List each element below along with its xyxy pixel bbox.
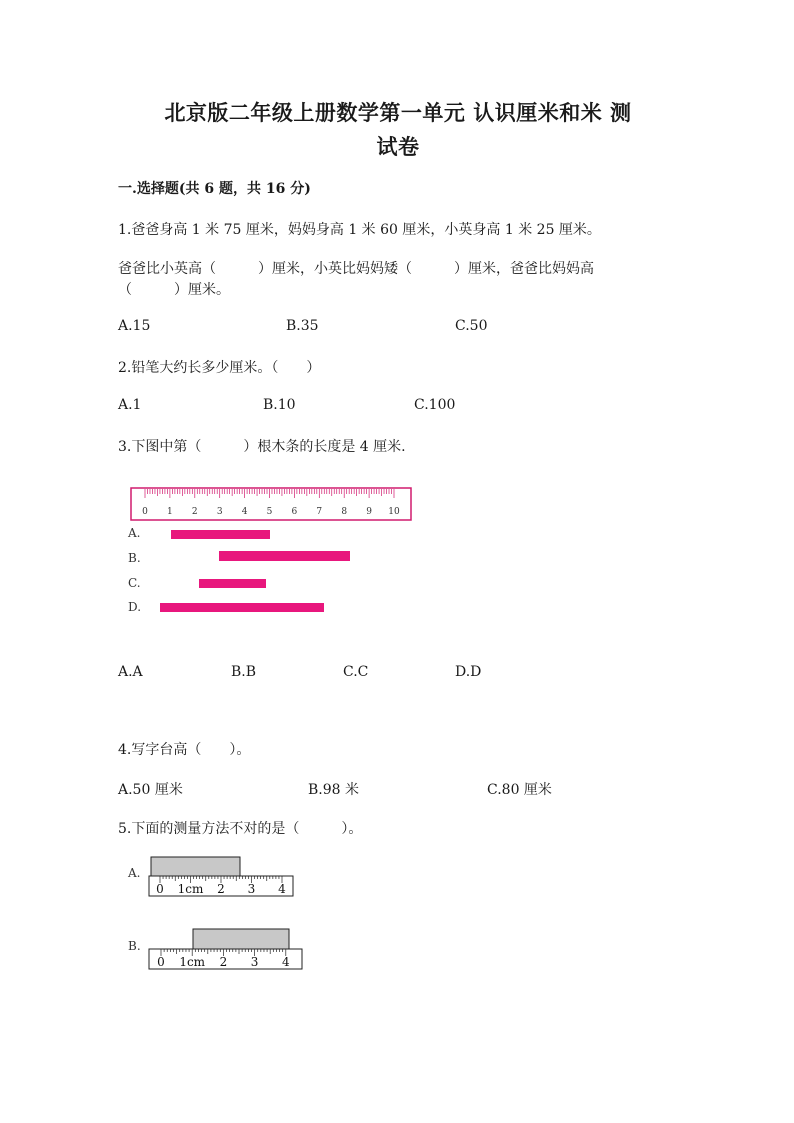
ruler-number: 2 xyxy=(191,507,198,517)
q2-option-b[interactable]: B.10 xyxy=(263,397,296,413)
ruler-bars-figure xyxy=(120,484,420,619)
ruler-number: 8 xyxy=(341,507,348,517)
q2-option-a[interactable]: A.1 xyxy=(118,397,142,413)
ruler-number: 1 xyxy=(167,507,173,517)
ruler-number: 5 xyxy=(266,507,273,517)
ruler-number: 0 xyxy=(156,882,164,896)
q1-option-b[interactable]: B.35 xyxy=(286,318,319,334)
bar-label-b: B. xyxy=(128,551,141,565)
ruler-number: 3 xyxy=(250,955,259,969)
bar-d xyxy=(160,603,324,612)
page-title xyxy=(118,96,678,164)
ruler-number: 1cm xyxy=(177,882,204,896)
object-a xyxy=(151,857,240,876)
ruler-number: 6 xyxy=(291,507,298,517)
ruler-number: 4 xyxy=(241,507,248,517)
q4-option-c[interactable]: C.80 厘米 xyxy=(487,782,552,798)
bar-label-d: D. xyxy=(128,600,142,614)
measure-figure-a xyxy=(126,855,306,899)
ruler-number: 2 xyxy=(217,882,225,896)
title-line-2: 试卷 xyxy=(376,134,420,159)
question-2-stem: 2.铅笔大约长多少厘米。（ ） xyxy=(118,360,321,376)
ruler-number: 7 xyxy=(316,507,323,517)
q3-option-c[interactable]: C.C xyxy=(343,664,369,680)
bar-label-a: A. xyxy=(128,526,141,540)
figure-a-label: A. xyxy=(128,866,141,880)
ruler-number: 0 xyxy=(142,507,148,517)
ruler-number: 10 xyxy=(388,507,400,517)
ruler-number: 4 xyxy=(278,882,286,896)
object-b xyxy=(193,929,289,949)
section-header: 一.选择题(共 6 题，共 16 分) xyxy=(118,181,311,197)
q1-option-a[interactable]: A.15 xyxy=(118,318,151,334)
question-1-stem: 1.爸爸身高 1 米 75 厘米，妈妈身高 1 米 60 厘米，小英身高 1 米 25 厘米。 xyxy=(118,222,601,238)
bar-c xyxy=(199,579,266,588)
title-line-1: 北京版二年级上册数学第一单元 认识厘米和米 测 xyxy=(164,100,632,125)
question-1-stem-3: （ ）厘米。 xyxy=(118,282,230,298)
ruler-number: 0 xyxy=(157,955,165,969)
ruler-number: 9 xyxy=(366,507,372,517)
ruler-number: 2 xyxy=(219,955,228,969)
ruler-number: 1cm xyxy=(179,955,206,969)
figure-b-label: B. xyxy=(128,939,141,953)
ruler-number: 4 xyxy=(281,955,290,969)
bar-b xyxy=(219,551,350,561)
q3-option-a[interactable]: A.A xyxy=(118,664,143,680)
q3-option-d[interactable]: D.D xyxy=(455,664,482,680)
measure-figure-b xyxy=(126,926,311,972)
q4-option-a[interactable]: A.50 厘米 xyxy=(118,782,183,798)
q2-option-c[interactable]: C.100 xyxy=(414,397,456,413)
question-4-stem: 4.写字台高（ ）。 xyxy=(118,742,251,758)
question-3-stem: 3.下图中第（ ）根木条的长度是 4 厘米. xyxy=(118,439,406,455)
question-1-stem-2: 爸爸比小英高（ ）厘米，小英比妈妈矮（ ）厘米，爸爸比妈妈高 xyxy=(118,261,594,277)
question-5-stem: 5.下面的测量方法不对的是（ ）。 xyxy=(118,821,363,837)
ruler-number: 3 xyxy=(247,882,256,896)
q4-option-b[interactable]: B.98 米 xyxy=(308,782,360,798)
bar-a xyxy=(171,530,270,539)
ruler-number: 3 xyxy=(216,507,223,517)
bar-label-c: C. xyxy=(128,576,141,590)
q1-option-c[interactable]: C.50 xyxy=(455,318,488,334)
q3-option-b[interactable]: B.B xyxy=(231,664,257,680)
